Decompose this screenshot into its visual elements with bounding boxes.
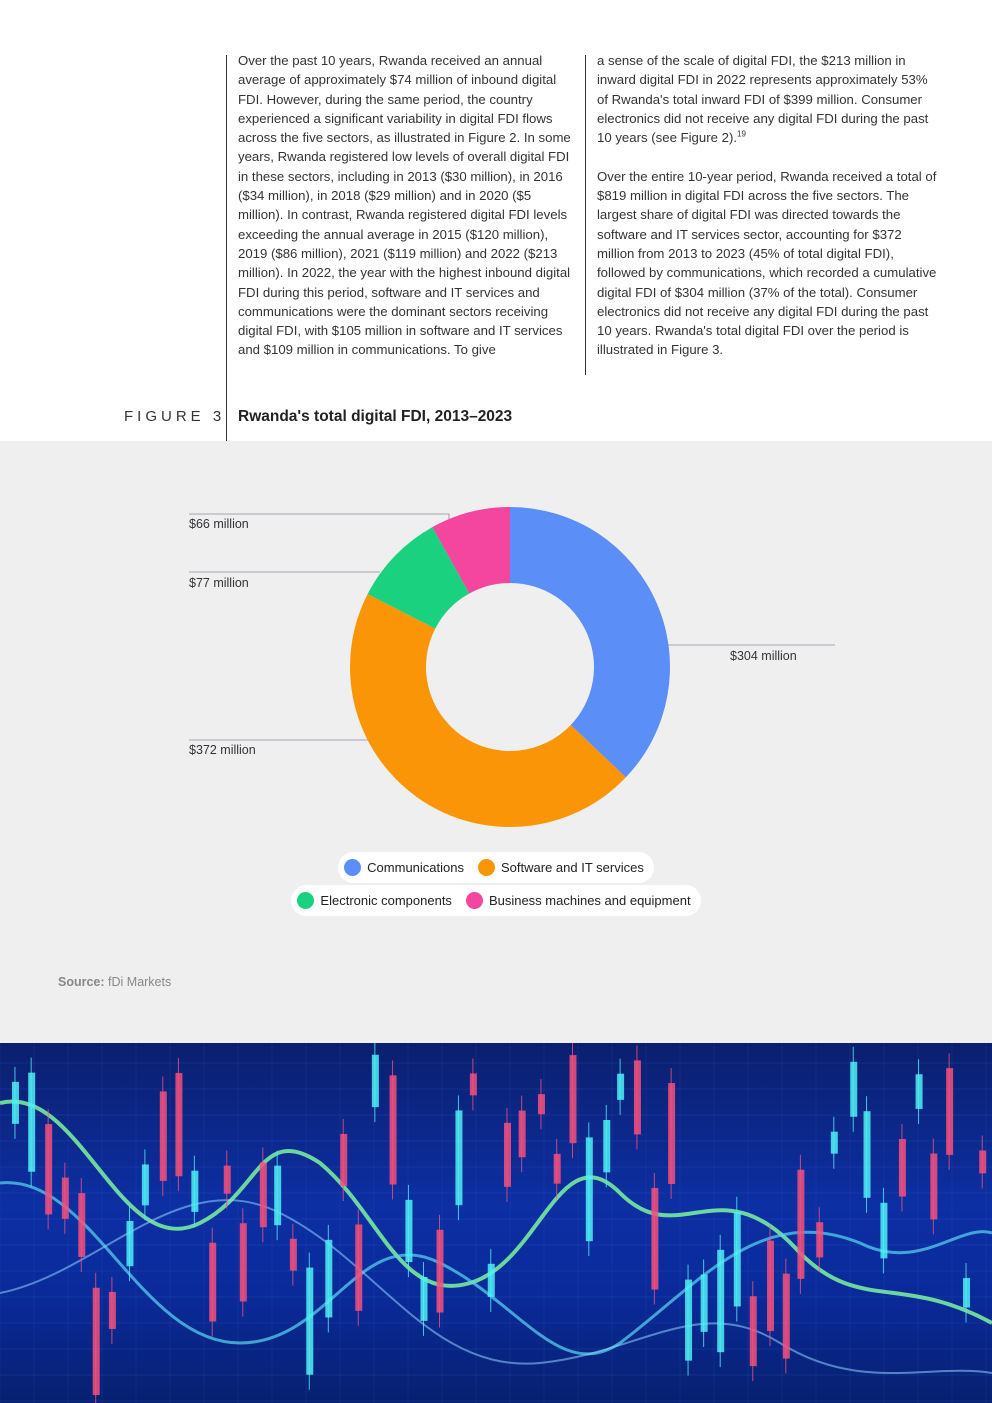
candle-body xyxy=(455,1110,462,1205)
candle-body xyxy=(797,1170,804,1279)
legend-text-communications: Communications xyxy=(367,860,464,875)
source-note xyxy=(58,975,171,989)
body-column-right xyxy=(597,51,937,360)
candle-body xyxy=(586,1137,593,1241)
candle-body xyxy=(290,1239,297,1271)
candle-body xyxy=(538,1094,545,1114)
candle-body xyxy=(28,1073,35,1172)
candle-body xyxy=(160,1091,167,1181)
candle-body xyxy=(12,1082,19,1124)
candle-body xyxy=(421,1277,428,1321)
candle-body xyxy=(963,1278,970,1307)
candle-body xyxy=(240,1223,247,1301)
candle-body xyxy=(899,1139,906,1197)
legend-row-1 xyxy=(0,852,992,883)
data-label-electronic-components: $77 million xyxy=(189,576,249,590)
candle-body xyxy=(355,1224,362,1310)
candle-body xyxy=(519,1111,526,1158)
data-label-communications: $304 million xyxy=(730,649,797,663)
legend-row-2 xyxy=(0,885,992,916)
donut-chart xyxy=(0,441,992,1043)
candle-body xyxy=(224,1166,231,1194)
legend-swatch-communications xyxy=(344,859,361,876)
legend-item-electronic-components[interactable] xyxy=(297,892,452,909)
legend-item-software-it[interactable] xyxy=(478,859,644,876)
donut-slice-communications[interactable] xyxy=(510,507,670,777)
source-prefix: Source: xyxy=(58,975,105,989)
candle-body xyxy=(45,1124,52,1214)
column-rule-left xyxy=(226,55,227,441)
paragraph-left: Over the past 10 years, Rwanda received an annual average of approximately $74 million of inbound digital FDI. However, during the same period, the country experienced a significant variability in digital FDI flows across the five sectors, as illustrated in Figure 2. In some years, Rwanda registered low levels of overall digital FDI in these sectors, including in 2013 ($30 million), in 2016 ($34 million), in 2018 ($29 million) and in 2020 ($5 million). In contrast, Rwanda registered digital FDI levels exceeding the annual average in 2015 ($120 million), 2019 ($86 million), 2021 ($119 million) and 2022 ($213 million). In 2022, the year with the highest inbound digital FDI during this period, software and IT services and communications were the dominant sectors receiving digital FDI, with $105 million in software and IT services and $109 million in communications. To give xyxy=(238,53,571,358)
candle-body xyxy=(617,1074,624,1100)
candle-body xyxy=(325,1240,332,1318)
candle-body xyxy=(767,1241,774,1331)
footnote-marker[interactable]: 19 xyxy=(737,129,746,139)
source-text: fDi Markets xyxy=(108,975,172,989)
candle-body xyxy=(685,1280,692,1361)
chart-panel xyxy=(0,441,992,1043)
candle-body xyxy=(488,1264,495,1297)
candle-body xyxy=(634,1060,641,1134)
legend-pill-2 xyxy=(291,885,700,916)
candle-body xyxy=(850,1062,857,1117)
figure-title: Rwanda's total digital FDI, 2013–2023 xyxy=(238,408,513,425)
trend-line-green xyxy=(0,1101,992,1323)
candle-body xyxy=(864,1111,871,1198)
legend-item-business-machines[interactable] xyxy=(466,892,691,909)
candle-body xyxy=(701,1274,708,1331)
legend-text-software-it: Software and IT services xyxy=(501,860,644,875)
candle-body xyxy=(390,1075,397,1184)
candle-body xyxy=(78,1193,85,1257)
legend-text-business-machines: Business machines and equipment xyxy=(488,893,691,908)
candle-body xyxy=(470,1073,477,1095)
candle-body xyxy=(62,1178,69,1219)
legend-pill-1 xyxy=(338,852,654,883)
candle-body xyxy=(651,1188,658,1290)
legend-swatch-electronic-components xyxy=(297,892,314,909)
candle-body xyxy=(209,1243,216,1322)
body-column-left xyxy=(238,51,576,360)
candle-body xyxy=(668,1083,675,1184)
legend-item-communications[interactable] xyxy=(344,859,464,876)
paragraph-right-1 xyxy=(597,51,937,147)
candle-body xyxy=(930,1154,937,1220)
candle-body xyxy=(880,1203,887,1259)
candle-body xyxy=(504,1123,511,1187)
candle-body xyxy=(126,1221,133,1266)
candle-body xyxy=(405,1200,412,1262)
candle-body xyxy=(274,1166,281,1226)
candle-body xyxy=(946,1068,953,1155)
candle-body xyxy=(260,1163,267,1228)
candle-body xyxy=(175,1073,182,1176)
candle-body xyxy=(603,1120,610,1172)
candle-body xyxy=(816,1222,823,1257)
candle-body xyxy=(191,1171,198,1212)
candle-body xyxy=(142,1164,149,1205)
candle-body xyxy=(750,1296,757,1366)
stock-chart-photo xyxy=(0,1043,992,1403)
figure-label: FIGURE 3 xyxy=(124,408,226,425)
candle-body xyxy=(570,1055,577,1143)
data-label-software-it: $372 million xyxy=(189,743,256,757)
legend-swatch-software-it xyxy=(478,859,495,876)
candle-body xyxy=(109,1292,116,1329)
candle-body xyxy=(831,1132,838,1154)
legend-swatch-business-machines xyxy=(466,892,483,909)
candle-body xyxy=(436,1230,443,1313)
candle-body xyxy=(372,1055,379,1107)
candle-body xyxy=(979,1151,986,1174)
candlestick-background-image xyxy=(0,1043,992,1403)
candle-body xyxy=(916,1074,923,1109)
candle-body xyxy=(340,1134,347,1186)
candle-body xyxy=(734,1212,741,1307)
paragraph-right-2: Over the entire 10-year period, Rwanda received a total of $819 million in digital FDI across the five sectors. The largest share of digital FDI was directed towards the software and IT services sector, accounting for $372 million from 2013 to 2023 (45% of total digital FDI), followed by communications, which recorded a cumulative digital FDI of $304 million (37% of the total). Consumer electronics did not receive any digital FDI during the past 10 years. Rwanda's total digital FDI over the period is illustrated in Figure 3. xyxy=(597,168,937,358)
candle-body xyxy=(783,1274,790,1359)
legend-text-electronic-components: Electronic components xyxy=(320,893,452,908)
candle-body xyxy=(717,1250,724,1352)
column-rule-middle xyxy=(585,55,586,375)
candle-body xyxy=(554,1154,561,1184)
data-label-business-machines: $66 million xyxy=(189,517,249,531)
paragraph-right-1-text: a sense of the scale of digital FDI, the $213 million in inward digital FDI in 2022 represents approximately 53% of Rwanda's total inward FDI of $399 million. Consumer electronics did not receive any digital FDI during the past 10 years (see Figure 2). xyxy=(597,53,929,146)
candle-body xyxy=(93,1288,100,1395)
candle-body xyxy=(306,1268,313,1375)
trend-line-blue xyxy=(0,1200,992,1373)
